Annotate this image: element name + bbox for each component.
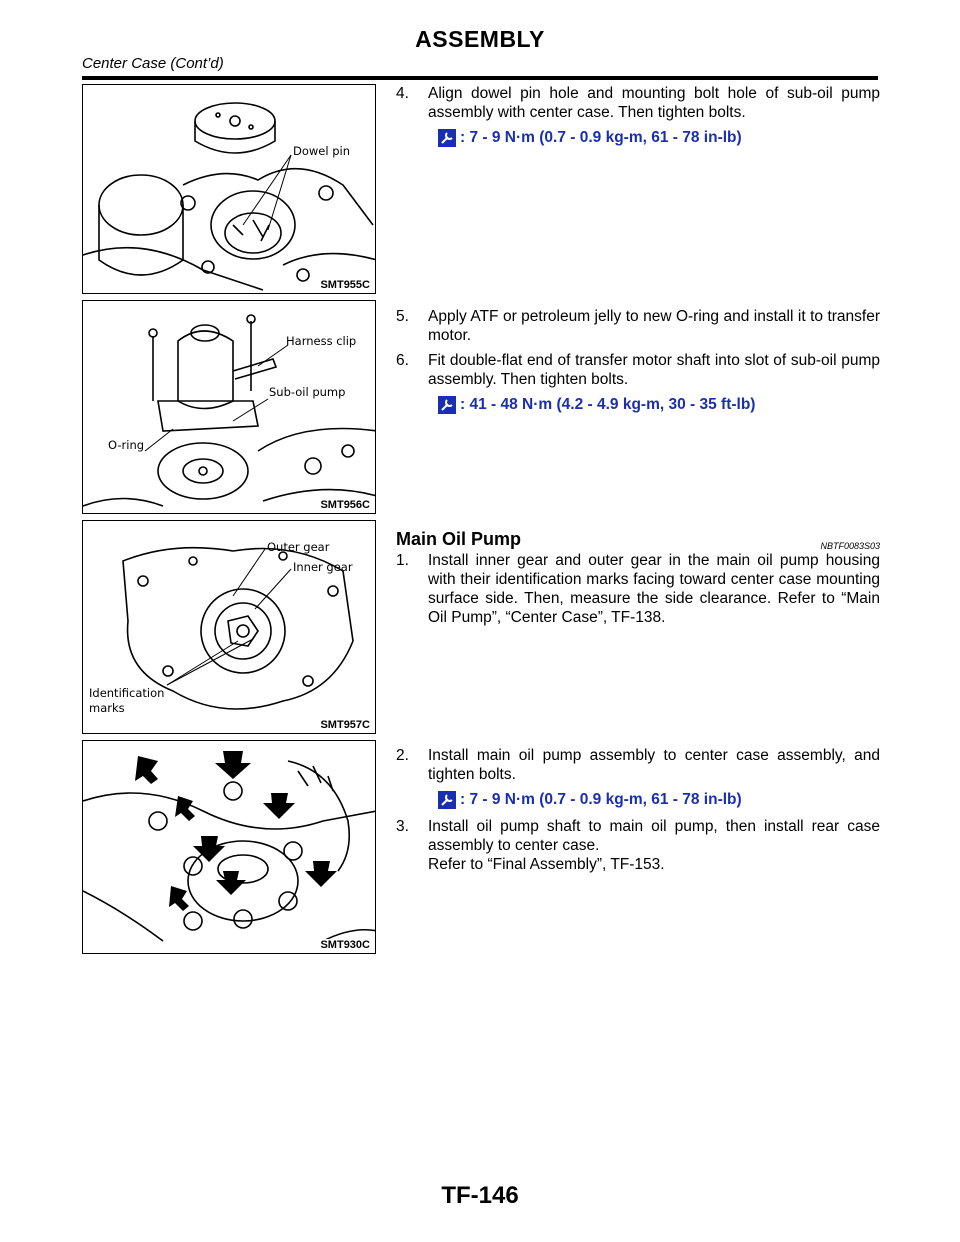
step-6 (396, 351, 880, 389)
figure-code: SMT955C (320, 279, 370, 291)
torque-spec (438, 128, 880, 147)
step-2 (396, 746, 880, 784)
step-4 (396, 84, 880, 122)
torque-spec (438, 790, 880, 809)
page-title: ASSEMBLY (415, 26, 545, 52)
step-text: Fit double-flat end of transfer motor shaft into slot of sub-oil pump assembly. Then tighten bolts. (428, 352, 880, 388)
torque-wrench-icon (438, 129, 456, 147)
step-number: 3. (396, 818, 409, 835)
instructions-transfer-motor (396, 307, 880, 422)
section-code: NBTF0083S03 (820, 541, 880, 551)
step-number: 5. (396, 308, 409, 325)
step-3 (396, 817, 880, 855)
figure-transfer-motor (82, 300, 376, 514)
step-text: Install main oil pump assembly to center case assembly, and tighten bolts. (428, 747, 880, 783)
step-1 (396, 551, 880, 627)
reference-text: Refer to “Final Assembly”, TF-153. (428, 856, 665, 873)
step-text: Apply ATF or petroleum jelly to new O-ring and install it to transfer motor. (428, 308, 880, 344)
page-number: TF-146 (441, 1182, 519, 1209)
torque-wrench-icon (438, 791, 456, 809)
torque-colon: : (460, 396, 466, 413)
torque-colon: : (460, 129, 466, 146)
illustration-oil-pump-gears (83, 521, 376, 734)
label-o-ring: O-ring (108, 438, 145, 452)
figure-code: SMT930C (320, 939, 370, 951)
section-heading (396, 530, 880, 549)
label-dowel-pin: Dowel pin (293, 144, 351, 158)
figure-code: SMT957C (320, 719, 370, 731)
torque-wrench-icon (438, 396, 456, 414)
label-harness-clip: Harness clip (286, 334, 357, 348)
step-number: 2. (396, 747, 409, 764)
instructions-main-oil-pump-install (396, 746, 880, 874)
step-number: 4. (396, 85, 409, 102)
figure-sub-oil-pump-dowel (82, 84, 376, 294)
instructions-sub-oil-pump (396, 84, 880, 155)
label-marks: marks (89, 701, 125, 715)
header-rule (82, 76, 878, 80)
illustration-transfer-motor (83, 301, 376, 514)
step-text: Install inner gear and outer gear in the main oil pump housing with their identification marks facing toward center case mounting surface side. Then, measure the side clearance. Refer to “Main Oil Pump”, “Center Case”, TF-138. (428, 552, 880, 626)
label-inner-gear: Inner gear (293, 560, 353, 574)
figure-main-oil-pump-bolts (82, 740, 376, 954)
page-subtitle: Center Case (Cont’d) (82, 55, 224, 72)
step-number: 1. (396, 552, 409, 569)
figure-main-oil-pump-gears (82, 520, 376, 734)
torque-value: 41 - 48 N·m (4.2 - 4.9 kg-m, 30 - 35 ft-lb) (469, 396, 756, 413)
step-5 (396, 307, 880, 345)
torque-colon: : (460, 791, 466, 808)
label-sub-oil-pump: Sub-oil pump (269, 385, 346, 399)
step-text: Align dowel pin hole and mounting bolt hole of sub-oil pump assembly with center case. Then tighten bolts. (428, 85, 880, 121)
torque-value: 7 - 9 N·m (0.7 - 0.9 kg-m, 61 - 78 in-lb) (469, 129, 742, 146)
step-text: Install oil pump shaft to main oil pump, then install rear case assembly to center case. (428, 818, 880, 854)
illustration-bolt-arrows (83, 741, 376, 954)
section-title: Main Oil Pump (396, 529, 522, 549)
label-outer-gear: Outer gear (267, 540, 330, 554)
torque-spec (438, 395, 880, 414)
illustration-dowel-pin (83, 85, 376, 294)
torque-value: 7 - 9 N·m (0.7 - 0.9 kg-m, 61 - 78 in-lb) (469, 791, 742, 808)
label-identification: Identification (89, 686, 165, 700)
step-number: 6. (396, 352, 409, 369)
instructions-main-oil-pump (396, 530, 880, 633)
figure-code: SMT956C (320, 499, 370, 511)
